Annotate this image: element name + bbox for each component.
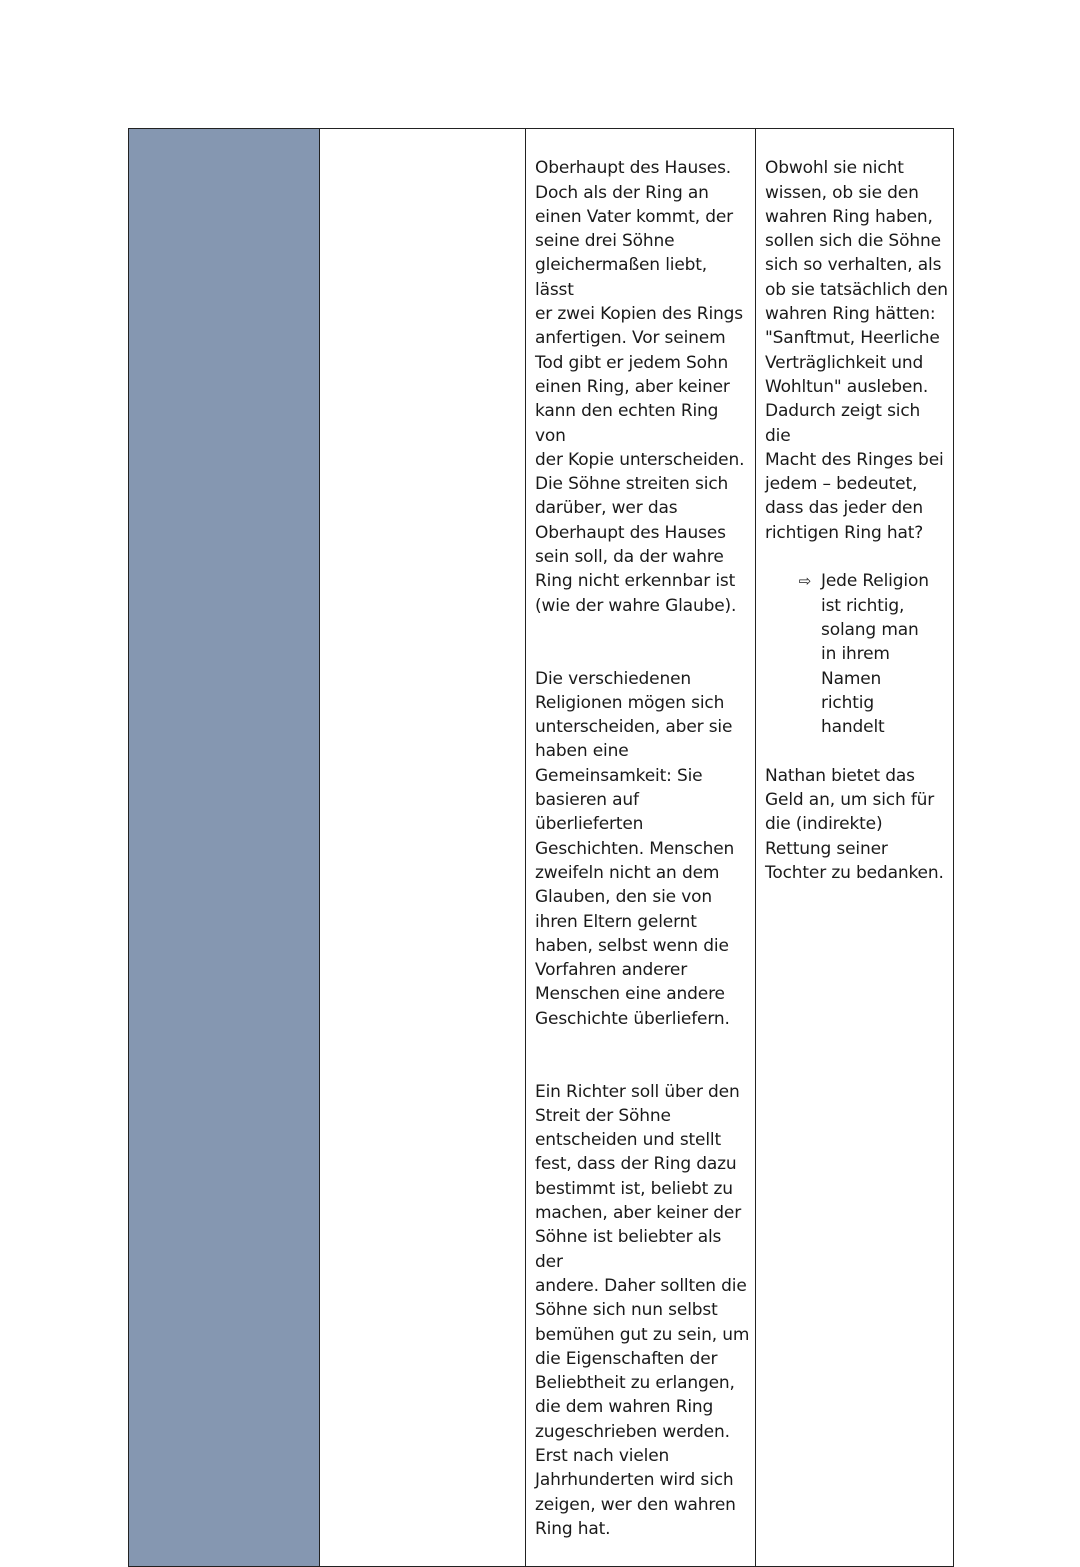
arrow-bullet: [756, 569, 953, 739]
interpretation-intro: Obwohl sie nicht wissen, ob sie den wahren Ring haben, sollen sich die Söhne sich so verhalten, als ob sie tatsächlich den wahren Ring hätten: "Sanftmut, Heerliche Verträglichkeit und Wohltun" ausleben. Dadurch zeigt sich die Macht des Ringes bei jedem – bedeutet, dass das jeder den richtigen Ring hat?: [765, 158, 948, 543]
table-row: [129, 129, 954, 1567]
interpretation-cell: [756, 129, 954, 1567]
arrow-bullet-text: Jede Religion ist richtig, solang man in ihrem Namen richtig handelt: [821, 571, 929, 738]
arrow-right-icon: ⇨: [798, 572, 812, 591]
shaded-header-cell: [129, 129, 320, 1567]
interpretation-closing: Nathan bietet das Geld an, um sich für die (indirekte) Rettung seiner Tochter zu bedanken.: [765, 765, 944, 883]
content-table: [128, 128, 954, 1567]
story-paragraph-3: Ein Richter soll über den Streit der Söhne entscheiden und stellt fest, dass der Ring dazu bestimmt ist, beliebt zu machen, aber keiner der Söhne ist beliebter als der andere. Daher sollten die Söhne sich nun selbst bemühen gut zu sein, um die Eigenschaften der Beliebtheit zu erlangen, die dem wahren Ring zugeschrieben werden. Erst nach vielen Jahrhunderten wird sich zeigen, wer den wahren Ring hat.: [535, 1081, 750, 1539]
story-paragraph-2: Die verschiedenen Religionen mögen sich unterscheiden, aber sie haben eine Gemeinsamkeit: Sie basieren auf überlieferten Geschichten. Menschen zweifeln nicht an dem Glauben, den sie von ihren Eltern gelernt haben, selbst wenn die Vorfahren anderer Menschen eine andere Geschichte überliefern.: [535, 668, 735, 1029]
story-paragraph-1: Oberhaupt des Hauses. Doch als der Ring an einen Vater kommt, der seine drei Söhne gleichermaßen liebt, lässt er zwei Kopien des Rings anfertigen. Vor seinem Tod gibt er jedem Sohn einen Ring, aber keiner kann den echten Ring von der Kopie unterscheiden. Die Söhne streiten sich darüber, wer das Oberhaupt des Hauses sein soll, da der wahre Ring nicht erkennbar ist (wie der wahre Glaube).: [535, 158, 745, 616]
empty-cell: [320, 129, 526, 1567]
story-summary-cell: [526, 129, 756, 1567]
